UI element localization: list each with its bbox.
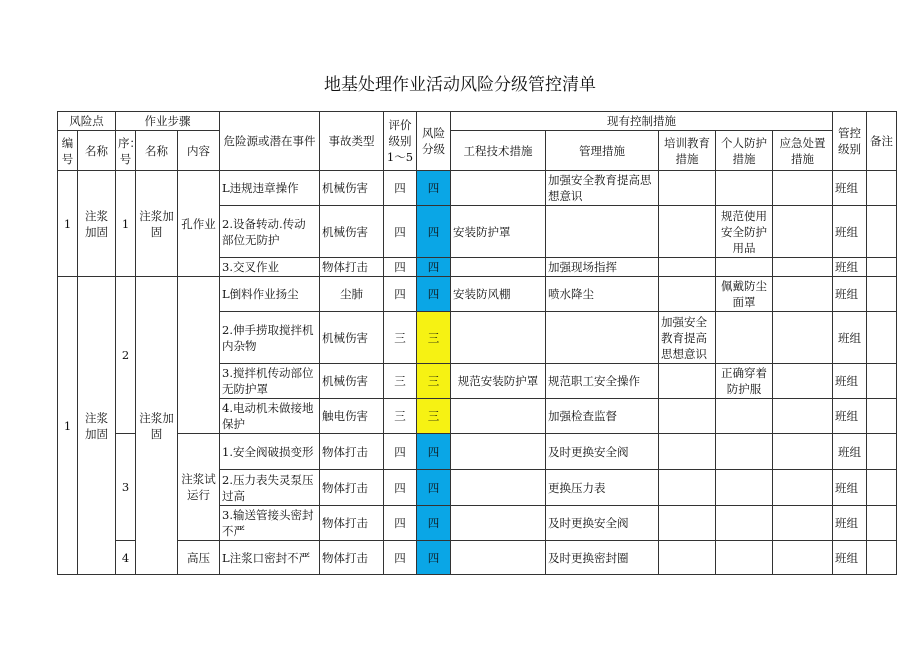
cell-remark: [867, 277, 897, 312]
cell-seq: 4: [116, 541, 136, 575]
cell-train: [659, 258, 716, 277]
cell-eval: 三: [384, 399, 417, 434]
cell-eng: [451, 470, 546, 506]
cell-emerg: [773, 171, 833, 206]
header-eval-level: 评价级别1～5: [384, 112, 417, 171]
cell-mgmt: [546, 206, 659, 258]
cell-remark: [867, 206, 897, 258]
cell-mgmt: 加强检查监督: [546, 399, 659, 434]
cell-hazard: 3.输送管接头密封不严: [220, 506, 320, 541]
cell-hazard: L倒料作业扬尘: [220, 277, 320, 312]
header-risk-point: 风险点: [58, 112, 116, 131]
cell-step-name: 注浆加固: [136, 171, 178, 277]
cell-risk: 四: [417, 258, 451, 277]
header-no: 编号: [58, 131, 78, 171]
cell-eng: 安装防护罩: [451, 206, 546, 258]
cell-risk: 四: [417, 277, 451, 312]
cell-train: [659, 434, 716, 470]
cell-eval: 四: [384, 506, 417, 541]
risk-control-table: [57, 111, 897, 575]
cell-ctrl: 班组: [833, 541, 867, 575]
cell-remark: [867, 364, 897, 399]
cell-eval: 四: [384, 258, 417, 277]
cell-train: [659, 541, 716, 575]
cell-content: 孔作业: [178, 171, 220, 277]
cell-eng: [451, 434, 546, 470]
cell-accident: 物体打击: [320, 470, 384, 506]
cell-eng: [451, 258, 546, 277]
cell-ppe: 佩戴防尘面罩: [716, 277, 773, 312]
cell-emerg: [773, 434, 833, 470]
header-seq: 序：号: [116, 131, 136, 171]
header-management: 管理措施: [546, 131, 659, 171]
cell-emerg: [773, 470, 833, 506]
cell-eng: [451, 171, 546, 206]
page-title: 地基处理作业活动风险分级管控清单: [324, 75, 596, 95]
header-accident-type: 事故类型: [320, 112, 384, 171]
cell-eng: [451, 312, 546, 364]
cell-accident: 物体打击: [320, 434, 384, 470]
cell-name: 注浆加固: [78, 277, 116, 575]
cell-mgmt: 更换压力表: [546, 470, 659, 506]
cell-mgmt: 及时更换安全阀: [546, 434, 659, 470]
cell-accident: 尘肺: [320, 277, 384, 312]
cell-risk: 四: [417, 171, 451, 206]
cell-remark: [867, 258, 897, 277]
cell-accident: 物体打击: [320, 258, 384, 277]
cell-ppe: [716, 470, 773, 506]
cell-ppe: [716, 258, 773, 277]
cell-ctrl: 班组: [833, 206, 867, 258]
cell-mgmt: 及时更换密封圈: [546, 541, 659, 575]
cell-risk: 四: [417, 470, 451, 506]
cell-content: 注浆试运行: [178, 434, 220, 541]
cell-remark: [867, 541, 897, 575]
cell-hazard: 2.伸手捞取搅拌机内杂物: [220, 312, 320, 364]
cell-seq: 1: [116, 171, 136, 277]
cell-hazard: L违规违章操作: [220, 171, 320, 206]
cell-no: 1: [58, 277, 78, 575]
cell-emerg: [773, 277, 833, 312]
cell-hazard: 1.安全阀破损变形: [220, 434, 320, 470]
header-ppe: 个人防护措施: [716, 131, 773, 171]
cell-mgmt: 加强现场指挥: [546, 258, 659, 277]
cell-ctrl: 班组: [833, 399, 867, 434]
cell-remark: [867, 171, 897, 206]
cell-risk: 三: [417, 312, 451, 364]
cell-hazard: 2.压力表失灵泵压过高: [220, 470, 320, 506]
header-training: 培训教育措施: [659, 131, 716, 171]
cell-mgmt: 加强安全教育提高思想意识: [546, 171, 659, 206]
cell-eng: [451, 399, 546, 434]
cell-remark: [867, 506, 897, 541]
cell-risk: 四: [417, 434, 451, 470]
cell-train: [659, 364, 716, 399]
cell-ctrl: 班组: [833, 171, 867, 206]
cell-mgmt: [546, 312, 659, 364]
cell-train: [659, 277, 716, 312]
cell-hazard: 2.设备转动.传动部位无防护: [220, 206, 320, 258]
cell-eval: 四: [384, 171, 417, 206]
cell-accident: 机械伤害: [320, 364, 384, 399]
cell-remark: [867, 399, 897, 434]
header-name: 名称: [78, 131, 116, 171]
cell-hazard: L注浆口密封不严: [220, 541, 320, 575]
cell-train: [659, 399, 716, 434]
cell-step-name: 注浆加固: [136, 277, 178, 575]
cell-risk: 四: [417, 541, 451, 575]
cell-eng: [451, 541, 546, 575]
cell-eval: 四: [384, 277, 417, 312]
cell-ctrl: 班组: [833, 277, 867, 312]
cell-eval: 四: [384, 470, 417, 506]
header-control-level: 管控级别: [833, 112, 867, 171]
header-engineering: 工程技术措施: [451, 131, 546, 171]
cell-mgmt: 及时更换安全阀: [546, 506, 659, 541]
cell-emerg: [773, 206, 833, 258]
cell-accident: 物体打击: [320, 541, 384, 575]
cell-ppe: [716, 399, 773, 434]
cell-accident: 机械伤害: [320, 206, 384, 258]
table-row: [58, 277, 897, 312]
cell-content: 高压: [178, 541, 220, 575]
cell-emerg: [773, 399, 833, 434]
cell-mgmt: 规范职工安全操作: [546, 364, 659, 399]
cell-hazard: 3.搅拌机传动部位无防护罩: [220, 364, 320, 399]
header-hazard: 危险源或潜在事件: [220, 112, 320, 171]
cell-ppe: [716, 506, 773, 541]
cell-ctrl: 班组: [833, 312, 867, 364]
cell-emerg: [773, 312, 833, 364]
cell-mgmt: 喷水降尘: [546, 277, 659, 312]
cell-ppe: 正确穿着防护服: [716, 364, 773, 399]
cell-eval: 三: [384, 364, 417, 399]
cell-emerg: [773, 258, 833, 277]
cell-emerg: [773, 506, 833, 541]
header-risk-level: 风险分级: [417, 112, 451, 171]
cell-seq: 3: [116, 434, 136, 541]
cell-eng: 安装防风棚: [451, 277, 546, 312]
header-step-name: 名称: [136, 131, 178, 171]
cell-ctrl: 班组: [833, 258, 867, 277]
cell-ppe: 规范使用安全防护用品: [716, 206, 773, 258]
cell-accident: 物体打击: [320, 506, 384, 541]
cell-eng: 规范安装防护罩: [451, 364, 546, 399]
header-controls: 现有控制措施: [451, 112, 833, 131]
cell-risk: 四: [417, 506, 451, 541]
cell-train: 加强安全教育提高思想意识: [659, 312, 716, 364]
header-emergency: 应急处置措施: [773, 131, 833, 171]
cell-ppe: [716, 312, 773, 364]
cell-hazard: 4.电动机未做接地保护: [220, 399, 320, 434]
cell-train: [659, 506, 716, 541]
header-content: 内容: [178, 131, 220, 171]
cell-content: [178, 277, 220, 434]
cell-hazard: 3.交叉作业: [220, 258, 320, 277]
cell-no: 1: [58, 171, 78, 277]
cell-ctrl: 班组: [833, 470, 867, 506]
cell-train: [659, 171, 716, 206]
cell-eval: 四: [384, 434, 417, 470]
cell-remark: [867, 312, 897, 364]
cell-ppe: [716, 541, 773, 575]
cell-risk: 四: [417, 206, 451, 258]
cell-remark: [867, 470, 897, 506]
cell-risk: 三: [417, 399, 451, 434]
cell-accident: 机械伤害: [320, 312, 384, 364]
cell-train: [659, 470, 716, 506]
cell-eval: 四: [384, 541, 417, 575]
cell-emerg: [773, 541, 833, 575]
cell-remark: [867, 434, 897, 470]
cell-ctrl: 班组: [833, 506, 867, 541]
header-work-step: 作业步骤: [116, 112, 220, 131]
cell-accident: 机械伤害: [320, 171, 384, 206]
cell-eval: 三: [384, 312, 417, 364]
cell-ctrl: 班组: [833, 364, 867, 399]
cell-ppe: [716, 171, 773, 206]
table-row: [58, 434, 897, 470]
cell-seq: 2: [116, 277, 136, 434]
cell-eng: [451, 506, 546, 541]
cell-eval: 四: [384, 206, 417, 258]
cell-accident: 触电伤害: [320, 399, 384, 434]
table-row: [58, 541, 897, 575]
header-remark: 备注: [867, 112, 897, 171]
table-row: [58, 171, 897, 206]
cell-emerg: [773, 364, 833, 399]
cell-ppe: [716, 434, 773, 470]
cell-ctrl: 班组: [833, 434, 867, 470]
cell-risk: 三: [417, 364, 451, 399]
cell-train: [659, 206, 716, 258]
cell-name: 注浆加固: [78, 171, 116, 277]
